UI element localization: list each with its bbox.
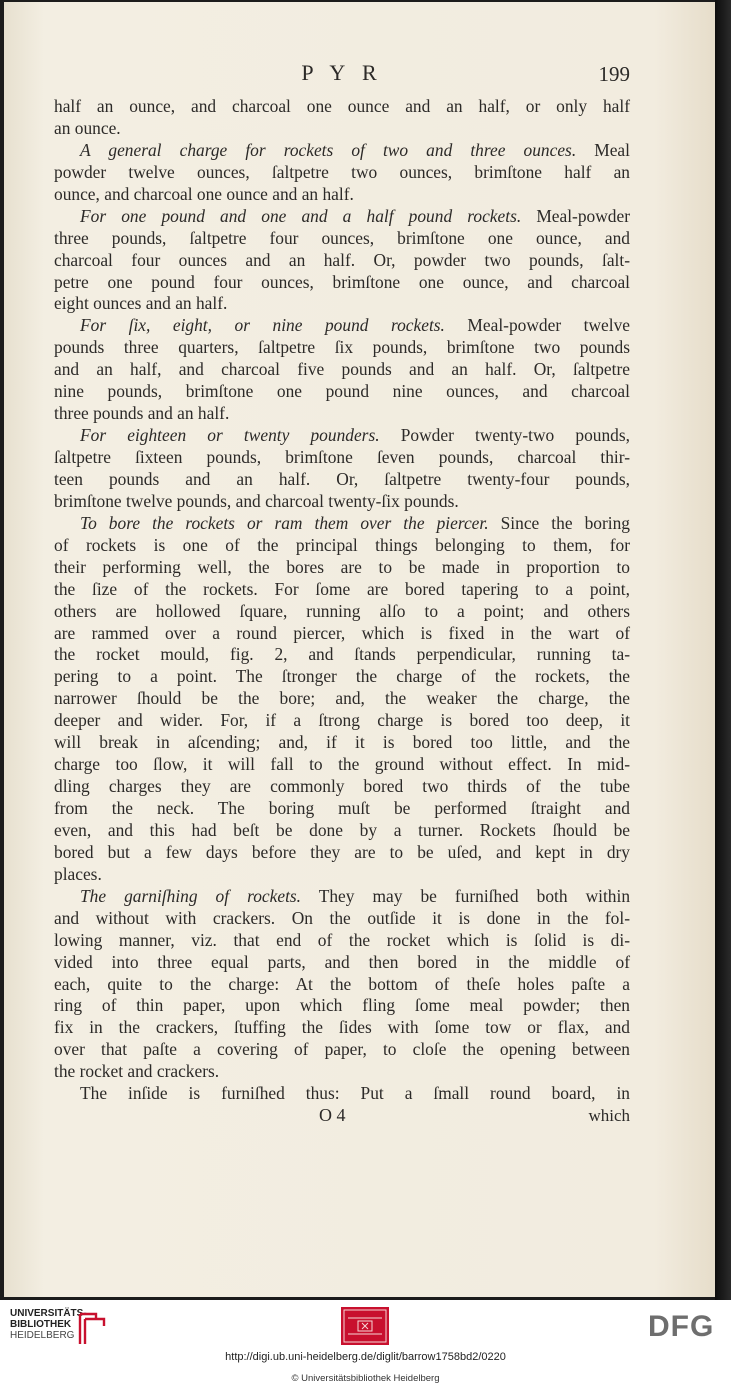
line-text: an ounce. bbox=[54, 117, 121, 138]
text-line bbox=[54, 601, 630, 623]
text-line bbox=[54, 381, 630, 403]
section-heading-italic: The garniſhing of rockets. bbox=[80, 885, 302, 906]
signature-mark: O 4 bbox=[319, 1105, 346, 1126]
text-line bbox=[54, 140, 630, 162]
text-line bbox=[54, 623, 630, 645]
book-page bbox=[4, 2, 715, 1297]
ub-logo-line1: UNIVERSITÄTS- bbox=[10, 1308, 87, 1319]
line-text: and an half, and charcoal five pounds and an half. Or, ſaltpetre bbox=[54, 359, 630, 380]
text-line bbox=[54, 1083, 630, 1105]
catchword: which bbox=[588, 1106, 630, 1126]
text-line bbox=[54, 272, 630, 294]
text-line bbox=[54, 732, 630, 754]
text-line bbox=[54, 535, 630, 557]
text-line bbox=[54, 491, 630, 513]
line-text: their performing well, the bores are to be made in proportion to bbox=[54, 556, 630, 577]
text-line bbox=[54, 184, 630, 206]
line-text: Powder twenty-two pounds, bbox=[379, 425, 630, 446]
line-text: petre one pound four ounces, brimſtone one ounce, and charcoal bbox=[54, 271, 630, 292]
line-text: others are hollowed ſquare, running alſo to a point; and others bbox=[54, 600, 630, 621]
text-line bbox=[54, 1017, 630, 1039]
text-line bbox=[54, 995, 630, 1017]
line-text: bored but a few days before they are to be uſed, and kept in dry bbox=[54, 841, 630, 862]
text-line bbox=[54, 798, 630, 820]
text-line bbox=[54, 974, 630, 996]
running-head-title: P Y R bbox=[301, 60, 383, 85]
text-line bbox=[54, 337, 630, 359]
viewer-footer bbox=[0, 1300, 731, 1391]
text-line bbox=[54, 688, 630, 710]
text-line bbox=[54, 447, 630, 469]
section-heading-italic: For eighteen or twenty pounders. bbox=[80, 425, 380, 446]
text-line bbox=[54, 469, 630, 491]
line-text: powder twelve ounces, ſaltpetre two ounces, brimſtone half an bbox=[54, 161, 630, 182]
line-text: Meal-powder twelve bbox=[444, 315, 630, 336]
episteme-logo-icon[interactable] bbox=[340, 1306, 390, 1346]
line-text: ounce, and charcoal one ounce and an half. bbox=[54, 183, 354, 204]
line-text: and without with crackers. On the outſide it is done in the fol- bbox=[54, 907, 630, 928]
text-line bbox=[54, 776, 630, 798]
line-text: deeper and wider. For, if a ſtrong charge is bored too deep, it bbox=[54, 710, 630, 731]
line-text: the rocket and crackers. bbox=[54, 1061, 220, 1082]
line-text: even, and this had beſt be done by a turner. Rockets ſhould be bbox=[54, 819, 630, 840]
line-text: dling charges they are commonly bored two thirds of the tube bbox=[54, 776, 630, 797]
page-number: 199 bbox=[598, 62, 630, 86]
section-heading-italic: A general charge for rockets of two and three ounces. bbox=[80, 139, 577, 160]
running-head bbox=[54, 62, 630, 90]
page-text bbox=[54, 62, 630, 1129]
text-line bbox=[54, 315, 630, 337]
text-line bbox=[54, 425, 630, 447]
line-text: vided into three equal parts, and then bored in the middle of bbox=[54, 951, 630, 972]
text-line bbox=[54, 293, 630, 315]
text-line bbox=[54, 1061, 630, 1083]
line-text: lowing manner, viz. that end of the rocket which is ſolid is di- bbox=[54, 929, 630, 950]
line-text: three pounds, ſaltpetre four ounces, brimſtone one ounce, and bbox=[54, 227, 630, 248]
line-text: are rammed over a round piercer, which is fixed in the wart of bbox=[54, 622, 630, 643]
text-line bbox=[54, 403, 630, 425]
text-line bbox=[54, 359, 630, 381]
line-text: over that paſte a covering of paper, to cloſe the opening between bbox=[54, 1039, 630, 1060]
text-line bbox=[54, 162, 630, 184]
page-edge-shadow bbox=[715, 0, 731, 1300]
text-line bbox=[54, 666, 630, 688]
line-text: brimſtone twelve pounds, and charcoal twenty-ſix pounds. bbox=[54, 490, 459, 511]
body-text bbox=[54, 96, 630, 1105]
text-line bbox=[54, 842, 630, 864]
line-text: the ſize of the rockets. For ſome are bored tapering to a point, bbox=[54, 578, 630, 599]
line-text: eight ounces and an half. bbox=[54, 293, 228, 314]
copyright-notice: © Universitätsbibliothek Heidelberg bbox=[291, 1373, 440, 1384]
line-text: of rockets is one of the principal things belonging to them, for bbox=[54, 534, 630, 555]
text-line bbox=[54, 710, 630, 732]
page-foot bbox=[54, 1105, 630, 1129]
text-line bbox=[54, 96, 630, 118]
line-text: charcoal four ounces and an half. Or, powder two pounds, ſalt- bbox=[54, 249, 630, 270]
line-text: from the neck. The boring muſt be performed ſtraight and bbox=[54, 798, 630, 818]
text-line bbox=[54, 513, 630, 535]
text-line bbox=[54, 557, 630, 579]
line-text: charge too ſlow, it will fall to the ground without effect. In mid- bbox=[54, 754, 630, 775]
ub-mark-icon bbox=[76, 1310, 110, 1346]
line-text: three pounds and an half. bbox=[54, 403, 230, 424]
line-text: ſaltpetre ſixteen pounds, brimſtone ſeven pounds, charcoal thir- bbox=[54, 447, 630, 467]
text-line bbox=[54, 930, 630, 952]
text-line bbox=[54, 864, 630, 886]
text-line bbox=[54, 228, 630, 250]
line-text: The inſide is furniſhed thus: Put a ſmall round board, in bbox=[80, 1083, 630, 1104]
line-text: pounds three quarters, ſaltpetre ſix pounds, brimſtone two pounds bbox=[54, 337, 630, 358]
line-text: They may be furniſhed both within bbox=[301, 885, 631, 906]
line-text: teen pounds and an half. Or, ſaltpetre twenty-four pounds, bbox=[54, 468, 630, 489]
line-text: Meal-powder bbox=[521, 205, 631, 226]
permalink-url[interactable]: http://digi.ub.uni-heidelberg.de/diglit/barrow1758bd2/0220 bbox=[225, 1351, 506, 1363]
dfg-logo[interactable]: DFG bbox=[648, 1310, 715, 1343]
text-line bbox=[54, 250, 630, 272]
line-text: half an ounce, and charcoal one ounce and an half, or only half bbox=[54, 96, 630, 116]
line-text: each, quite to the charge: At the bottom of theſe holes paſte a bbox=[54, 973, 630, 994]
section-heading-italic: To bore the rockets or ram them over the piercer. bbox=[80, 512, 489, 533]
text-line bbox=[54, 118, 630, 140]
text-line bbox=[54, 908, 630, 930]
line-text: nine pounds, brimſtone one pound nine ounces, and charcoal bbox=[54, 381, 630, 402]
text-line bbox=[54, 820, 630, 842]
line-text: will break in aſcending; and, if it is bored too little, and the bbox=[54, 732, 630, 753]
line-text: pering to a point. The ſtronger the charge of the rockets, the bbox=[54, 666, 630, 687]
ub-heidelberg-logo[interactable] bbox=[10, 1308, 110, 1348]
text-line bbox=[54, 579, 630, 601]
line-text: places. bbox=[54, 863, 102, 884]
text-line bbox=[54, 886, 630, 908]
text-line bbox=[54, 754, 630, 776]
section-heading-italic: For ſix, eight, or nine pound rockets. bbox=[80, 315, 445, 336]
line-text: narrower ſhould be the bore; and, the weaker the charge, the bbox=[54, 688, 630, 709]
text-line bbox=[54, 644, 630, 666]
line-text: Since the boring bbox=[488, 512, 630, 533]
text-line bbox=[54, 952, 630, 974]
line-text: the rocket mould, fig. 2, and ſtands perpendicular, running ta- bbox=[54, 644, 630, 665]
line-text: ring of thin paper, upon which fling ſome meal powder; then bbox=[54, 995, 630, 1016]
section-heading-italic: For one pound and one and a half pound rockets. bbox=[80, 205, 522, 226]
ub-logo-line2: BIBLIOTHEK bbox=[10, 1319, 72, 1330]
ub-logo-city: HEIDELBERG bbox=[10, 1330, 75, 1341]
text-line bbox=[54, 1039, 630, 1061]
text-line bbox=[54, 206, 630, 228]
line-text: fix in the crackers, ſtuffing the ſides with ſome tow or flax, and bbox=[54, 1017, 630, 1038]
line-text: Meal bbox=[576, 139, 630, 160]
